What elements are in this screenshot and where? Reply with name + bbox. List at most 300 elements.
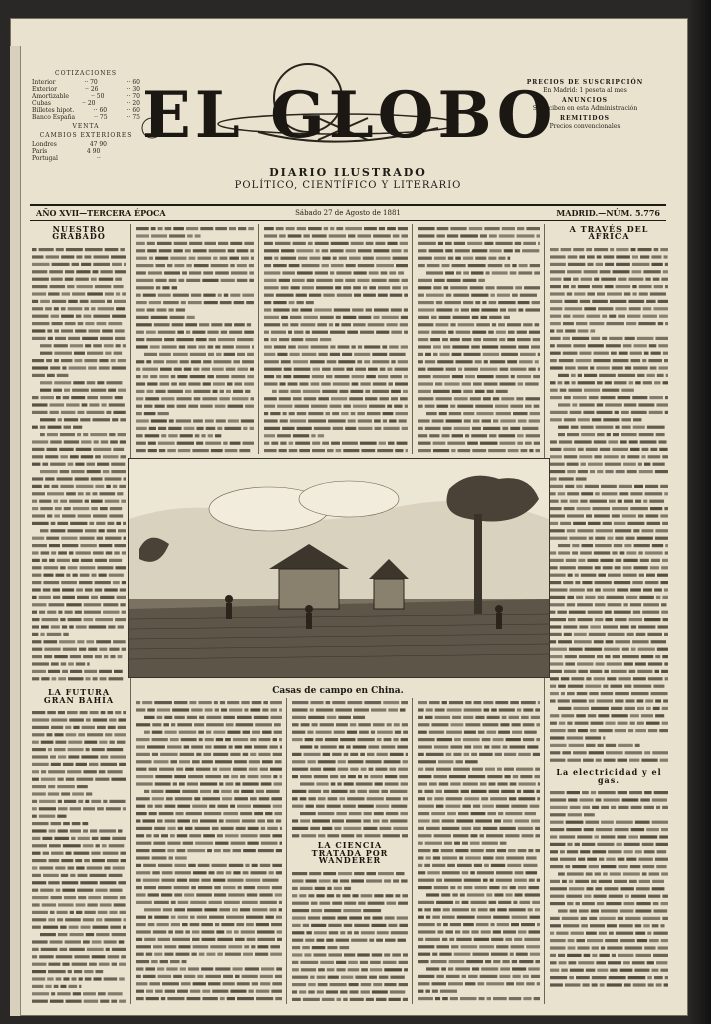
- text-line-word: [318, 397, 329, 400]
- text-line-word: [528, 368, 535, 371]
- text-line-word: [136, 967, 143, 970]
- text-line-word: [88, 366, 97, 369]
- text-line-word: [517, 227, 524, 230]
- text-line-word: [624, 843, 640, 846]
- text-line-word: [570, 499, 579, 502]
- text-line-word: [314, 308, 332, 311]
- text-line-word: [188, 405, 198, 408]
- text-line-word: [496, 375, 509, 378]
- text-line-word: [452, 345, 469, 348]
- text-line-word: [32, 329, 45, 332]
- text-line-word: [136, 879, 141, 882]
- text-line-word: [93, 448, 111, 451]
- text-line-word: [66, 778, 75, 781]
- text-line-word: [550, 976, 567, 979]
- text-line-word: [484, 227, 499, 230]
- text-line-word: [597, 470, 603, 473]
- text-line-word: [620, 939, 635, 942]
- text-line-word: [145, 967, 155, 970]
- text-line-word: [640, 798, 650, 801]
- text-line-word: [196, 893, 212, 896]
- text-line-word: [215, 271, 229, 274]
- text-line-word: [323, 294, 334, 297]
- text-line-word: [378, 294, 388, 297]
- text-line-word: [662, 618, 668, 621]
- text-line-word: [97, 726, 106, 729]
- text-line-word: [312, 375, 324, 378]
- text-line-word: [109, 874, 123, 877]
- text-line-word: [441, 967, 446, 970]
- text-line-word: [374, 812, 384, 815]
- text-line-word: [452, 434, 463, 437]
- text-line-word: [576, 477, 587, 480]
- text-line-word: [45, 985, 51, 988]
- text-line-word: [504, 768, 514, 771]
- text-line-word: [341, 323, 351, 326]
- text-line-word: [653, 954, 668, 957]
- text-line-word: [561, 248, 572, 251]
- stock-name: Billetes hipot.: [32, 107, 75, 114]
- text-line-word: [550, 366, 563, 369]
- text-line-word: [506, 982, 514, 985]
- text-line-word: [109, 677, 124, 680]
- text-line-word: [377, 731, 393, 734]
- text-line-word: [225, 449, 238, 452]
- text-line-word: [164, 731, 176, 734]
- text-line-word: [618, 758, 627, 761]
- text-line-word: [572, 551, 578, 554]
- text-line-word: [381, 745, 395, 748]
- text-line-word: [84, 255, 91, 258]
- text-line-word: [58, 807, 68, 810]
- text-line-word: [398, 938, 406, 941]
- text-line-word: [425, 938, 440, 941]
- text-line-word: [439, 782, 448, 785]
- text-line-word: [171, 382, 177, 385]
- text-line-word: [171, 901, 176, 904]
- page-edge-shadow: [688, 0, 711, 1024]
- text-line-word: [340, 990, 347, 993]
- text-line-word: [535, 960, 540, 963]
- text-line-word: [32, 551, 39, 554]
- text-line-word: [235, 782, 240, 785]
- text-line-word: [85, 677, 90, 680]
- text-line-word: [81, 263, 91, 266]
- stock-quotes-box: [32, 68, 140, 162]
- text-line-word: [161, 397, 174, 400]
- text-line-word: [572, 381, 576, 384]
- text-line-word: [482, 345, 498, 348]
- text-line-word: [358, 419, 372, 422]
- text-line-word: [564, 507, 575, 510]
- text-line-word: [123, 918, 126, 921]
- text-line-word: [91, 300, 105, 303]
- text-line-word: [211, 323, 222, 326]
- text-line-word: [471, 790, 487, 793]
- text-line-word: [264, 286, 279, 289]
- text-line-word: [449, 960, 465, 963]
- text-line-word: [42, 462, 48, 465]
- text-line-word: [631, 625, 636, 628]
- text-line-word: [483, 427, 500, 430]
- text-line-word: [537, 923, 540, 926]
- text-line-word: [550, 285, 561, 288]
- text-line-word: [455, 257, 461, 260]
- text-line-word: [177, 990, 188, 993]
- text-line-word: [292, 983, 306, 986]
- text-line-word: [637, 670, 652, 673]
- text-line-word: [661, 828, 668, 831]
- text-line-word: [206, 427, 216, 430]
- text-line-word: [266, 790, 280, 793]
- text-line-word: [269, 745, 277, 748]
- text-line-word: [461, 790, 469, 793]
- text-line-word: [185, 827, 193, 830]
- text-line-word: [520, 353, 536, 356]
- text-line-word: [357, 234, 371, 237]
- text-line-word: [41, 677, 49, 680]
- text-line-word: [86, 492, 91, 495]
- text-line-word: [93, 270, 99, 273]
- text-line-word: [560, 522, 571, 525]
- text-line-word: [111, 470, 126, 473]
- text-line-word: [136, 893, 146, 896]
- text-line-word: [261, 827, 265, 830]
- text-line-word: [32, 837, 40, 840]
- text-line-word: [77, 640, 84, 643]
- text-line-word: [587, 292, 595, 295]
- text-line-word: [391, 249, 401, 252]
- text-line-word: [579, 909, 589, 912]
- text-line-word: [472, 427, 481, 430]
- text-line-word: [609, 976, 626, 979]
- text-line-word: [371, 731, 375, 734]
- text-line-word: [517, 790, 521, 793]
- text-line-word: [230, 294, 240, 297]
- text-line-word: [337, 997, 342, 1000]
- text-line-word: [50, 1000, 64, 1003]
- text-line-word: [496, 879, 512, 882]
- text-line-word: [339, 745, 344, 748]
- text-line-word: [519, 360, 533, 363]
- text-line-word: [403, 286, 408, 289]
- text-line-word: [534, 271, 540, 274]
- text-line-word: [463, 390, 473, 393]
- text-line-word: [32, 292, 46, 295]
- text-line-word: [51, 662, 59, 665]
- text-line-word: [418, 345, 431, 348]
- text-line-word: [429, 701, 440, 704]
- text-line-word: [589, 633, 606, 636]
- text-line-word: [66, 248, 83, 251]
- text-line-word: [61, 411, 76, 414]
- text-line-word: [644, 806, 654, 809]
- text-line-word: [418, 701, 427, 704]
- text-line-word: [167, 745, 182, 748]
- text-line-word: [465, 375, 475, 378]
- text-line-word: [630, 588, 641, 591]
- text-line-word: [343, 827, 361, 830]
- text-line-word: [63, 844, 81, 847]
- text-line-word: [205, 745, 212, 748]
- text-line-word: [188, 775, 203, 778]
- text-line-word: [497, 849, 506, 852]
- text-line-word: [346, 264, 356, 267]
- text-line-word: [366, 308, 372, 311]
- text-line-word: [68, 755, 79, 758]
- text-line-word: [84, 1000, 99, 1003]
- text-line-word: [426, 294, 444, 297]
- text-line-word: [496, 412, 511, 415]
- text-line-word: [186, 264, 192, 267]
- text-line-word: [40, 344, 52, 347]
- text-line-word: [175, 812, 183, 815]
- text-line-word: [572, 544, 579, 547]
- text-line-word: [550, 969, 559, 972]
- text-line-word: [624, 707, 635, 710]
- text-line-word: [322, 390, 337, 393]
- text-line-word: [502, 427, 508, 430]
- text-line-word: [300, 812, 316, 815]
- text-line-word: [622, 647, 629, 650]
- text-line-word: [586, 744, 595, 747]
- text-line-word: [446, 731, 462, 734]
- text-line-word: [99, 529, 105, 532]
- text-line-word: [293, 434, 309, 437]
- text-line-word: [445, 805, 460, 808]
- text-line-word: [661, 603, 666, 606]
- text-line-word: [372, 360, 389, 363]
- text-line-word: [550, 300, 562, 303]
- text-line-word: [256, 990, 270, 993]
- text-line-word: [435, 323, 448, 326]
- text-line-word: [85, 977, 92, 980]
- text-line-word: [228, 405, 244, 408]
- text-line-word: [386, 797, 401, 800]
- text-line-word: [158, 886, 172, 889]
- text-line-word: [639, 596, 654, 599]
- text-line-word: [590, 499, 607, 502]
- text-line-word: [205, 975, 221, 978]
- text-line-word: [86, 748, 90, 751]
- text-line-word: [494, 819, 501, 822]
- text-line-word: [636, 887, 650, 890]
- text-line-word: [136, 768, 146, 771]
- text-line-word: [591, 880, 597, 883]
- text-line-word: [248, 827, 259, 830]
- text-line-word: [593, 351, 608, 354]
- text-line-word: [444, 842, 452, 845]
- text-line-word: [154, 760, 169, 763]
- text-line-word: [644, 850, 655, 853]
- text-line-word: [318, 834, 325, 837]
- text-line-word: [47, 633, 62, 636]
- text-line-word: [280, 827, 282, 830]
- text-line-word: [264, 434, 275, 437]
- text-line-word: [190, 375, 206, 378]
- text-line-word: [530, 412, 540, 415]
- text-line-word: [628, 729, 633, 732]
- text-line-word: [57, 522, 68, 525]
- text-line-word: [588, 610, 603, 613]
- text-line-word: [201, 923, 213, 926]
- text-line-word: [194, 390, 211, 393]
- text-line-word: [322, 827, 332, 830]
- text-line-word: [567, 843, 572, 846]
- text-line-word: [232, 849, 241, 852]
- text-line-word: [146, 997, 159, 1000]
- text-line-word: [161, 434, 166, 437]
- text-line-word: [226, 871, 232, 874]
- text-line-word: [234, 790, 239, 793]
- text-line-word: [644, 946, 655, 949]
- text-line-word: [113, 411, 125, 414]
- text-line-word: [70, 670, 82, 673]
- text-line-word: [499, 975, 510, 978]
- text-line-word: [147, 745, 165, 748]
- text-line-word: [32, 977, 45, 980]
- text-line-word: [586, 932, 597, 935]
- text-line-word: [187, 234, 193, 237]
- text-line-word: [40, 388, 51, 391]
- text-line-word: [376, 264, 394, 267]
- text-line-word: [85, 588, 93, 591]
- text-line-word: [244, 745, 252, 748]
- text-line-word: [136, 331, 144, 334]
- text-line-word: [486, 893, 492, 896]
- text-line-word: [316, 782, 328, 785]
- text-line-word: [558, 544, 570, 547]
- text-line-word: [144, 412, 156, 415]
- text-line-word: [441, 893, 450, 896]
- text-line-word: [513, 901, 517, 904]
- text-line-word: [442, 871, 460, 874]
- text-line-word: [163, 908, 172, 911]
- text-line-word: [446, 419, 462, 422]
- text-line-word: [656, 843, 668, 846]
- text-line-word: [167, 842, 180, 845]
- text-line-word: [550, 388, 558, 391]
- text-line-word: [373, 316, 379, 319]
- text-line-word: [192, 938, 200, 941]
- text-line-word: [507, 360, 517, 363]
- text-line-word: [487, 390, 494, 393]
- text-line-word: [550, 566, 558, 569]
- text-line-word: [237, 338, 254, 341]
- text-line-word: [103, 610, 120, 613]
- text-line-word: [100, 596, 114, 599]
- text-line-word: [585, 596, 595, 599]
- text-line-word: [149, 301, 161, 304]
- text-line-word: [663, 381, 668, 384]
- text-line-word: [32, 655, 42, 658]
- text-line-word: [294, 331, 303, 334]
- text-line-word: [188, 864, 196, 867]
- text-line-word: [449, 775, 466, 778]
- text-line-word: [120, 852, 126, 855]
- text-line-word: [632, 640, 649, 643]
- text-line-word: [577, 946, 589, 949]
- text-line-word: [573, 707, 589, 710]
- text-line-word: [114, 351, 123, 354]
- text-line-word: [49, 544, 60, 547]
- text-line-word: [559, 359, 574, 362]
- text-line-word: [509, 997, 522, 1000]
- text-line-word: [283, 375, 291, 378]
- text-line-word: [296, 249, 313, 252]
- text-line-word: [454, 427, 470, 430]
- text-line-word: [575, 721, 589, 724]
- text-line-word: [377, 738, 382, 741]
- text-line-word: [369, 975, 377, 978]
- text-line-word: [89, 625, 107, 628]
- text-line-word: [105, 292, 114, 295]
- text-line-word: [65, 940, 81, 943]
- text-line-word: [177, 723, 192, 726]
- text-line-word: [609, 499, 616, 502]
- text-line-word: [439, 353, 449, 356]
- text-line-word: [445, 368, 455, 371]
- stock-name: Londres: [32, 141, 57, 148]
- text-line-word: [502, 716, 507, 719]
- text-line-word: [475, 405, 493, 408]
- text-line-word: [388, 442, 395, 445]
- text-line-word: [147, 805, 152, 808]
- text-line-word: [550, 961, 557, 964]
- text-line-word: [484, 382, 498, 385]
- text-line-word: [58, 551, 67, 554]
- text-line-word: [136, 753, 150, 756]
- text-line-word: [550, 729, 566, 732]
- text-line-word: [327, 946, 337, 949]
- text-line-word: [389, 997, 401, 1000]
- text-line-word: [528, 967, 540, 970]
- text-line-word: [453, 768, 470, 771]
- text-line-word: [550, 954, 556, 957]
- text-line-word: [245, 405, 254, 408]
- text-line-word: [118, 359, 126, 362]
- stock-name: Amortizable: [32, 93, 69, 100]
- text-line-word: [305, 879, 316, 882]
- text-line-word: [584, 388, 600, 391]
- text-line-word: [603, 684, 608, 687]
- text-line-word: [78, 733, 85, 736]
- text-line-word: [383, 412, 394, 415]
- text-line-word: [558, 909, 568, 912]
- text-line-word: [646, 707, 651, 710]
- text-line-word: [308, 412, 323, 415]
- text-line-word: [406, 449, 408, 452]
- text-line-word: [567, 292, 572, 295]
- text-line-word: [69, 718, 84, 721]
- stock-v2: ·· 70: [126, 93, 140, 100]
- text-line-word: [63, 977, 69, 980]
- text-line-word: [361, 768, 367, 771]
- text-line-word: [625, 895, 629, 898]
- text-line-word: [143, 975, 156, 978]
- text-line-word: [182, 960, 187, 963]
- text-line-word: [32, 625, 39, 628]
- text-line-word: [633, 418, 641, 421]
- text-line-word: [374, 308, 389, 311]
- text-line-word: [50, 411, 59, 414]
- text-line-word: [361, 931, 375, 934]
- text-line-word: [550, 270, 565, 273]
- text-line-word: [191, 886, 196, 889]
- text-line-word: [75, 329, 86, 332]
- text-line-word: [301, 968, 316, 971]
- text-line-word: [358, 345, 362, 348]
